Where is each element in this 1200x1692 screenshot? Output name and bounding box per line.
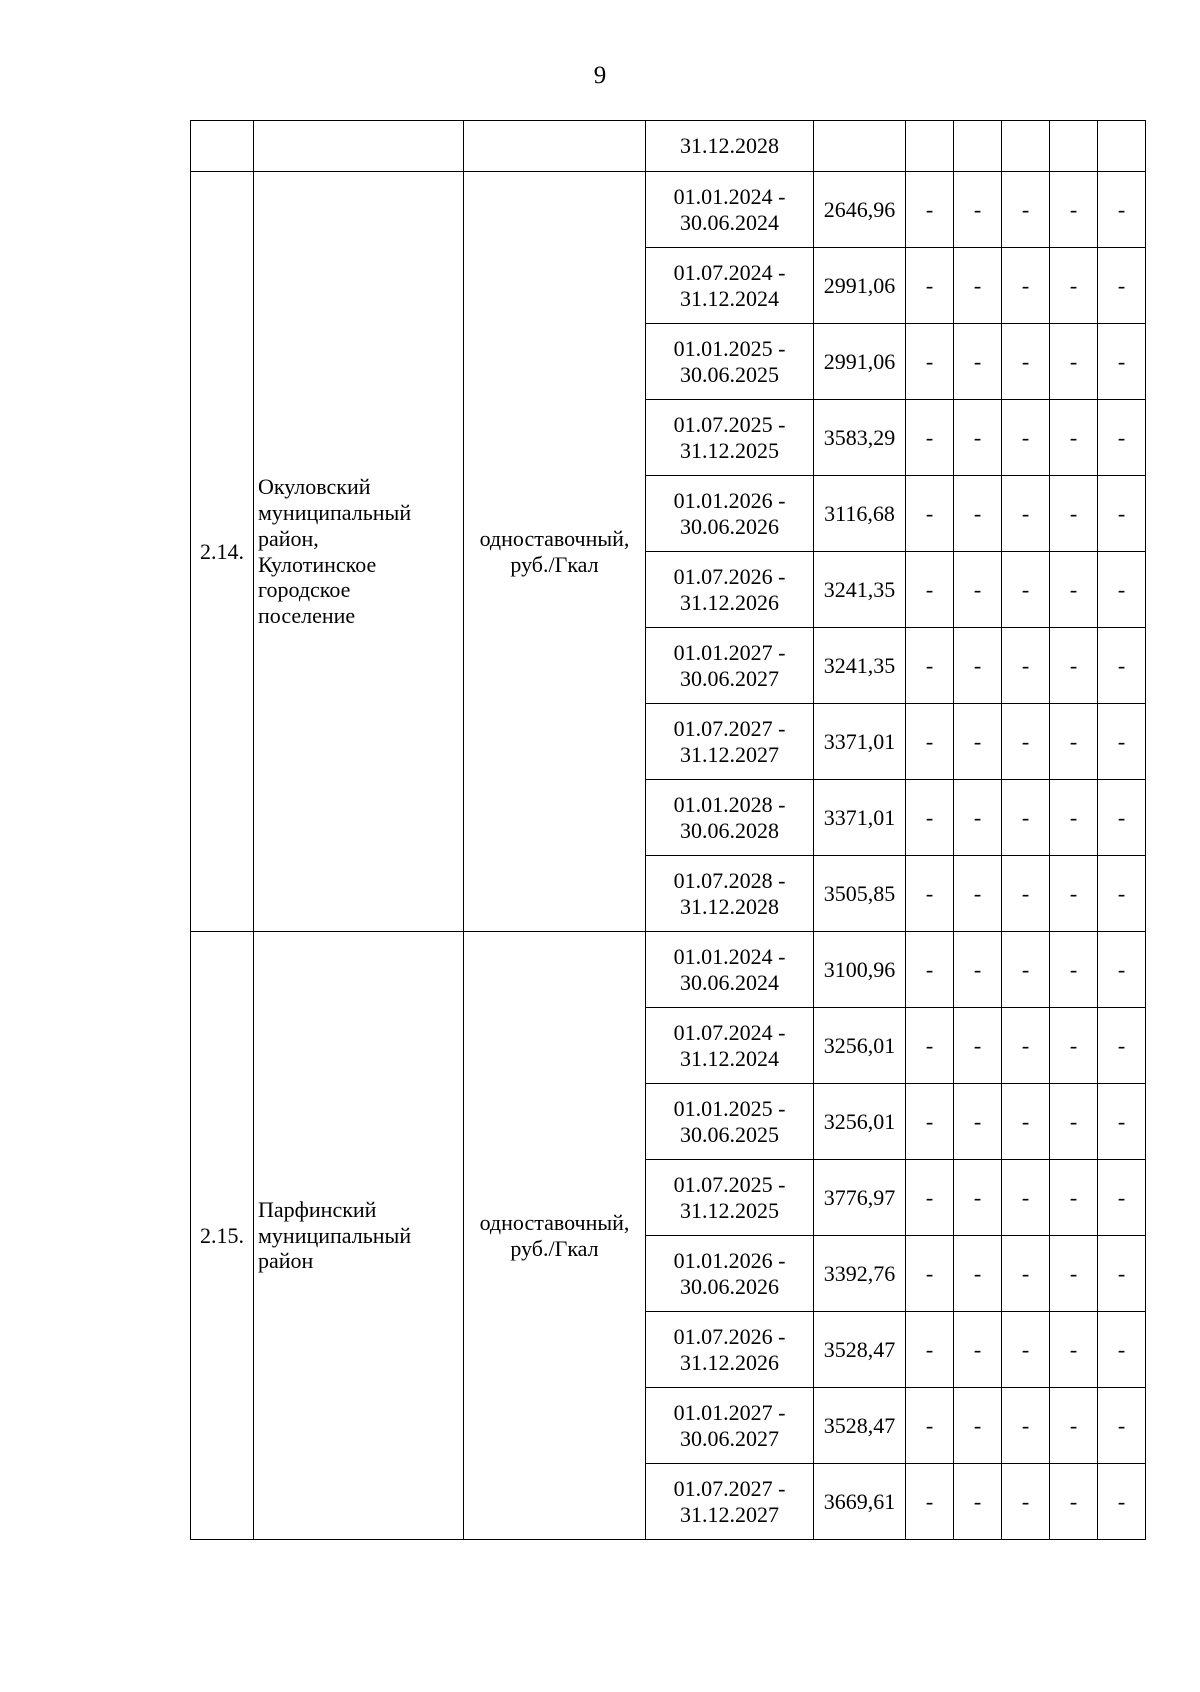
dash-cell: - bbox=[906, 172, 954, 248]
dash-cell: - bbox=[906, 476, 954, 552]
dash-cell: - bbox=[1098, 1160, 1146, 1236]
period-from: 01.07.2027 - bbox=[673, 1475, 786, 1501]
dash-cell: - bbox=[906, 1236, 954, 1312]
period-cell bbox=[646, 324, 814, 400]
dash-cell: - bbox=[1098, 324, 1146, 400]
dash-cell: - bbox=[906, 552, 954, 628]
dash-cell bbox=[1098, 121, 1146, 172]
dash-cell: - bbox=[1050, 172, 1098, 248]
dash-cell: - bbox=[1050, 1084, 1098, 1160]
dash-cell: - bbox=[1050, 1236, 1098, 1312]
tariff-table bbox=[190, 120, 1146, 1540]
period-to: 31.12.2024 bbox=[680, 1045, 779, 1071]
continuation-row bbox=[191, 121, 1146, 172]
period-cell bbox=[646, 1464, 814, 1540]
dash-cell: - bbox=[954, 628, 1002, 704]
dash-cell: - bbox=[906, 324, 954, 400]
dash-cell: - bbox=[954, 1312, 1002, 1388]
tariff-type-line: одноставочный, bbox=[479, 525, 630, 551]
period-cell bbox=[646, 1312, 814, 1388]
dash-cell: - bbox=[1098, 932, 1146, 1008]
dash-cell: - bbox=[954, 780, 1002, 856]
dash-cell: - bbox=[1050, 248, 1098, 324]
group-number: 2.15. bbox=[191, 932, 254, 1540]
dash-cell: - bbox=[1002, 1312, 1050, 1388]
dash-cell: - bbox=[954, 172, 1002, 248]
period-cell bbox=[646, 1008, 814, 1084]
dash-cell: - bbox=[906, 1312, 954, 1388]
period-cell bbox=[646, 248, 814, 324]
num-cell bbox=[191, 121, 254, 172]
period-cell bbox=[646, 552, 814, 628]
dash-cell: - bbox=[1050, 628, 1098, 704]
territory-name-line: район, bbox=[258, 525, 319, 551]
dash-cell: - bbox=[1098, 476, 1146, 552]
period-from: 01.07.2028 - bbox=[673, 867, 786, 893]
period-from: 01.01.2025 - bbox=[673, 335, 786, 361]
period-cell bbox=[646, 932, 814, 1008]
period-cell bbox=[646, 628, 814, 704]
dash-cell: - bbox=[906, 1160, 954, 1236]
dash-cell: - bbox=[1002, 324, 1050, 400]
dash-cell bbox=[906, 121, 954, 172]
tariff-type bbox=[464, 932, 646, 1540]
tariff-value: 3528,47 bbox=[814, 1312, 906, 1388]
page-number: 9 bbox=[593, 62, 607, 89]
period-from: 01.07.2026 - bbox=[673, 563, 786, 589]
dash-cell: - bbox=[1002, 856, 1050, 932]
dash-cell: - bbox=[906, 856, 954, 932]
territory-name-line: Окуловский bbox=[258, 473, 371, 499]
dash-cell: - bbox=[906, 780, 954, 856]
dash-cell: - bbox=[1002, 1008, 1050, 1084]
tariff-value: 3583,29 bbox=[814, 400, 906, 476]
dash-cell: - bbox=[1002, 1464, 1050, 1540]
period-to: 30.06.2026 bbox=[680, 513, 779, 539]
value-cell bbox=[814, 121, 906, 172]
tariff-value: 3256,01 bbox=[814, 1084, 906, 1160]
tariff-value: 2991,06 bbox=[814, 248, 906, 324]
dash-cell: - bbox=[906, 400, 954, 476]
dash-cell: - bbox=[954, 932, 1002, 1008]
territory-name-line: район bbox=[258, 1248, 314, 1274]
tariff-value: 3100,96 bbox=[814, 932, 906, 1008]
dash-cell: - bbox=[954, 400, 1002, 476]
tariff-value: 3256,01 bbox=[814, 1008, 906, 1084]
period-cell bbox=[646, 1236, 814, 1312]
dash-cell: - bbox=[1050, 1388, 1098, 1464]
period-from: 01.01.2028 - bbox=[673, 791, 786, 817]
dash-cell: - bbox=[1050, 1160, 1098, 1236]
period-cell bbox=[646, 856, 814, 932]
tariff-value: 3669,61 bbox=[814, 1464, 906, 1540]
period-cell bbox=[646, 400, 814, 476]
dash-cell: - bbox=[1098, 628, 1146, 704]
period-cell bbox=[646, 780, 814, 856]
dash-cell: - bbox=[1098, 552, 1146, 628]
period-from: 01.01.2027 - bbox=[673, 1399, 786, 1425]
period-cell bbox=[646, 1084, 814, 1160]
tariff-type-line: руб./Гкал bbox=[510, 1235, 599, 1261]
period-from: 01.07.2024 - bbox=[673, 1019, 786, 1045]
period-to: 30.06.2024 bbox=[680, 969, 779, 995]
dash-cell: - bbox=[1050, 704, 1098, 780]
dash-cell: - bbox=[954, 1464, 1002, 1540]
period-from: 01.07.2026 - bbox=[673, 1323, 786, 1349]
dash-cell: - bbox=[1050, 1464, 1098, 1540]
tariff-value: 3371,01 bbox=[814, 780, 906, 856]
period-to: 30.06.2028 bbox=[680, 817, 779, 843]
dash-cell: - bbox=[1002, 704, 1050, 780]
tariff-type-line: одноставочный, bbox=[479, 1209, 630, 1235]
dash-cell: - bbox=[1002, 172, 1050, 248]
dash-cell: - bbox=[1098, 1464, 1146, 1540]
period-to: 31.12.2026 bbox=[680, 589, 779, 615]
dash-cell: - bbox=[954, 856, 1002, 932]
dash-cell: - bbox=[1050, 476, 1098, 552]
dash-cell: - bbox=[1098, 1084, 1146, 1160]
dash-cell: - bbox=[954, 248, 1002, 324]
group-number: 2.14. bbox=[191, 172, 254, 932]
period-to: 30.06.2025 bbox=[680, 361, 779, 387]
dash-cell: - bbox=[1098, 1008, 1146, 1084]
group-territory-name bbox=[254, 172, 464, 932]
dash-cell: - bbox=[1002, 248, 1050, 324]
dash-cell: - bbox=[1050, 324, 1098, 400]
dash-cell: - bbox=[1002, 1236, 1050, 1312]
period-from: 01.01.2026 - bbox=[673, 487, 786, 513]
dash-cell: - bbox=[906, 1464, 954, 1540]
dash-cell: - bbox=[1098, 1312, 1146, 1388]
dash-cell: - bbox=[1002, 1388, 1050, 1464]
dash-cell: - bbox=[954, 1236, 1002, 1312]
dash-cell: - bbox=[1098, 400, 1146, 476]
tariff-value: 3116,68 bbox=[814, 476, 906, 552]
period-cell bbox=[646, 1388, 814, 1464]
dash-cell bbox=[954, 121, 1002, 172]
tariff-value: 3505,85 bbox=[814, 856, 906, 932]
tariff-value: 3776,97 bbox=[814, 1160, 906, 1236]
tariff-value: 3371,01 bbox=[814, 704, 906, 780]
dash-cell: - bbox=[906, 704, 954, 780]
period-to: 31.12.2028 bbox=[680, 893, 779, 919]
period-cell bbox=[646, 704, 814, 780]
period-to: 31.12.2025 bbox=[680, 437, 779, 463]
dash-cell: - bbox=[954, 1084, 1002, 1160]
name-cell bbox=[254, 121, 464, 172]
territory-name-line: муниципальный bbox=[258, 499, 412, 525]
period-to: 31.12.2026 bbox=[680, 1349, 779, 1375]
tariff-value: 3528,47 bbox=[814, 1388, 906, 1464]
dash-cell: - bbox=[954, 1388, 1002, 1464]
period-cell bbox=[646, 476, 814, 552]
period-to: 31.12.2024 bbox=[680, 285, 779, 311]
dash-cell: - bbox=[1002, 1160, 1050, 1236]
dash-cell: - bbox=[1050, 932, 1098, 1008]
dash-cell: - bbox=[954, 476, 1002, 552]
period-from: 01.07.2025 - bbox=[673, 411, 786, 437]
period-cell bbox=[646, 1160, 814, 1236]
dash-cell: - bbox=[1098, 856, 1146, 932]
group-territory-name bbox=[254, 932, 464, 1540]
tariff-value: 3241,35 bbox=[814, 628, 906, 704]
territory-name-line: Парфинский bbox=[258, 1196, 377, 1222]
tariff-table-body bbox=[191, 121, 1146, 1540]
territory-name-line: городское bbox=[258, 577, 351, 603]
dash-cell: - bbox=[906, 1388, 954, 1464]
tariff-value: 3241,35 bbox=[814, 552, 906, 628]
dash-cell bbox=[1050, 121, 1098, 172]
dash-cell: - bbox=[1098, 1236, 1146, 1312]
period-from: 01.01.2025 - bbox=[673, 1095, 786, 1121]
period-from: 01.01.2024 - bbox=[673, 183, 786, 209]
dash-cell: - bbox=[1098, 248, 1146, 324]
dash-cell: - bbox=[954, 552, 1002, 628]
tariff-type bbox=[464, 172, 646, 932]
dash-cell: - bbox=[906, 1008, 954, 1084]
territory-name-line: поселение bbox=[258, 603, 356, 629]
dash-cell: - bbox=[1050, 1008, 1098, 1084]
territory-name-line: Кулотинское bbox=[258, 551, 377, 577]
dash-cell: - bbox=[906, 932, 954, 1008]
dash-cell: - bbox=[1002, 400, 1050, 476]
dash-cell: - bbox=[1050, 552, 1098, 628]
dash-cell: - bbox=[954, 704, 1002, 780]
period-to: 30.06.2025 bbox=[680, 1121, 779, 1147]
table-row bbox=[191, 932, 1146, 1008]
period-to: 30.06.2024 bbox=[680, 209, 779, 235]
period-to: 30.06.2026 bbox=[680, 1273, 779, 1299]
period-from: 01.07.2027 - bbox=[673, 715, 786, 741]
period-cell: 31.12.2028 bbox=[646, 121, 814, 172]
dash-cell: - bbox=[1050, 856, 1098, 932]
tariff-value: 2646,96 bbox=[814, 172, 906, 248]
dash-cell: - bbox=[1002, 932, 1050, 1008]
period-cell bbox=[646, 172, 814, 248]
tariff-value: 3392,76 bbox=[814, 1236, 906, 1312]
dash-cell: - bbox=[1002, 1084, 1050, 1160]
period-from: 01.01.2027 - bbox=[673, 639, 786, 665]
dash-cell: - bbox=[954, 1008, 1002, 1084]
dash-cell: - bbox=[906, 628, 954, 704]
dash-cell: - bbox=[1050, 780, 1098, 856]
tariff-value: 2991,06 bbox=[814, 324, 906, 400]
tariff-type-line: руб./Гкал bbox=[510, 551, 599, 577]
period-from: 01.07.2025 - bbox=[673, 1171, 786, 1197]
dash-cell: - bbox=[1002, 476, 1050, 552]
dash-cell: - bbox=[1050, 400, 1098, 476]
dash-cell: - bbox=[1002, 780, 1050, 856]
dash-cell: - bbox=[1002, 552, 1050, 628]
dash-cell: - bbox=[1098, 780, 1146, 856]
period-to: 31.12.2027 bbox=[680, 1501, 779, 1527]
period-to: 30.06.2027 bbox=[680, 665, 779, 691]
dash-cell: - bbox=[1098, 1388, 1146, 1464]
period-to: 30.06.2027 bbox=[680, 1425, 779, 1451]
dash-cell: - bbox=[1098, 704, 1146, 780]
table-row bbox=[191, 172, 1146, 248]
dash-cell bbox=[1002, 121, 1050, 172]
dash-cell: - bbox=[906, 1084, 954, 1160]
dash-cell: - bbox=[906, 248, 954, 324]
dash-cell: - bbox=[1098, 172, 1146, 248]
dash-cell: - bbox=[1002, 628, 1050, 704]
period-from: 01.01.2024 - bbox=[673, 943, 786, 969]
dash-cell: - bbox=[1050, 1312, 1098, 1388]
dash-cell: - bbox=[954, 324, 1002, 400]
type-cell bbox=[464, 121, 646, 172]
dash-cell: - bbox=[954, 1160, 1002, 1236]
period-from: 01.07.2024 - bbox=[673, 259, 786, 285]
territory-name-line: муниципальный bbox=[258, 1222, 412, 1248]
period-to: 31.12.2027 bbox=[680, 741, 779, 767]
period-from: 01.01.2026 - bbox=[673, 1247, 786, 1273]
period-to: 31.12.2025 bbox=[680, 1197, 779, 1223]
